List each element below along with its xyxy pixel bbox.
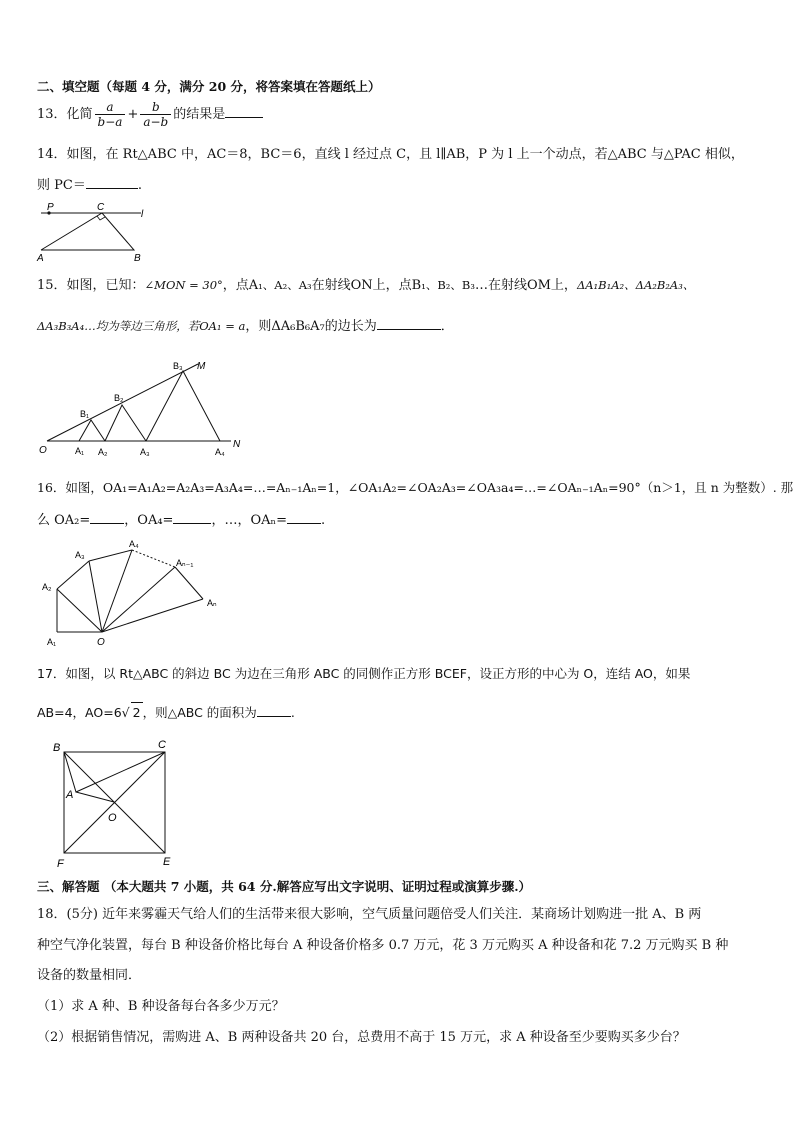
q17-line-2	[37, 702, 295, 723]
q17-sqrt-value: 2	[131, 702, 143, 723]
q13-answer-blank	[225, 103, 263, 118]
q18-sub-question-1: （1）求 A 种、B 种设备每台各多少万元？	[37, 999, 285, 1014]
q14-answer-blank	[86, 174, 138, 189]
q17-line-1: 17．如图，以 Rt△ABC 的斜边 BC 为边在三角形 ABC 的同侧作正方形 BCEF，设正方形的中心为 O，连结 AO，如果	[37, 666, 691, 681]
q15-label-n: N	[233, 439, 241, 450]
q16-label-o: O	[97, 637, 105, 648]
q13-plus: +	[127, 107, 139, 122]
q15-a-list: ₁、A₂、A₃	[258, 278, 312, 292]
q16-label-a2: A₂	[42, 582, 52, 592]
q14-label-c: C	[97, 202, 105, 213]
q17-text-a: AB=4，AO=6	[37, 705, 122, 720]
q15-text-b: ，点A	[222, 278, 259, 293]
q15-line-2	[37, 315, 454, 337]
q18-line-2: 种空气净化装置，每台 B 种设备价格比每台 A 种设备价格多 0.7 万元，花 3 万元购买 A 种设备和花 7.2 万元购买 B 种	[37, 938, 729, 953]
q15-text-c: 在射线ON上，点B	[311, 278, 422, 293]
q16-line-1: 16．如图，OA₁=A₁A₂=A₂A₃=A₃A₄=…=Aₙ₋₁Aₙ=1，∠OA₁A₂=∠OA₂A₃=∠OA₃a₄=…=∠OAₙ₋₁Aₙ=90°（n＞1，且 n 为整数）. 那	[37, 480, 794, 495]
q14-right-angle-mark	[97, 216, 105, 220]
q14-triangle	[41, 213, 134, 250]
q15-label-a4: A₄	[215, 447, 225, 457]
q15-label-b1: B₁	[80, 409, 90, 419]
q15-triangle-2	[105, 405, 146, 441]
q17-answer-blank	[257, 702, 291, 717]
q16-an1an	[175, 567, 203, 599]
q16-text-b: ，OA₄=	[124, 513, 174, 528]
q16-label-a3: A₃	[75, 550, 85, 560]
q17-label-o: O	[108, 812, 117, 824]
q15-label-a2: A₂	[98, 447, 108, 457]
q14-label-a: A	[37, 253, 44, 264]
q17-text-c: .	[290, 705, 295, 720]
q15-label-m: M	[197, 361, 206, 372]
q15-label-b3: B₃	[173, 361, 183, 371]
q16-dashed-segment	[132, 550, 175, 567]
q18-sub-question-2: （2）根据销售情况，需购进 A、B 两种设备共 20 台，总费用不高于 15 万元，求 A 种设备至少要购买多少台？	[37, 1030, 686, 1045]
section-3-heading: 三、解答题 （本大题共 7 小题，共 64 分.解答应写出文字说明、证明过程或演算步骤.）	[37, 879, 532, 894]
q16-blank-oan	[287, 509, 321, 524]
q15-label-a3: A₃	[140, 447, 150, 457]
q16-text-d: .	[321, 513, 326, 528]
q14-prefix: 则 PC＝	[37, 178, 86, 193]
q15-text-d: …在射线OM上，	[474, 278, 577, 293]
q14-label-p: P	[47, 202, 54, 213]
q15-text-c2: ，则ΔA₆B₆A₇的边长为	[245, 319, 377, 334]
q14-line-2	[37, 174, 142, 196]
q16-text-c: ，…，OAₙ=	[211, 513, 288, 528]
q16-label-a4: A₄	[129, 539, 139, 549]
q14-suffix: .	[137, 178, 142, 193]
q14-line-1: 14．如图，在 Rt△ABC 中，AC＝8，BC＝6，直线 l 经过点 C，且 l∥AB，P 为 l 上一个动点，若△ABC 与△PAC 相似，	[37, 147, 744, 162]
q18-line-1: 18．(5分) 近年来雾霾天气给人们的生活带来很大影响，空气质量问题倍受人们关注．某商场计划购进一批 A、B 两	[37, 907, 702, 922]
q16-label-an1: Aₙ₋₁	[176, 558, 194, 568]
q16-figure	[35, 535, 235, 650]
q15-label-b2: B₂	[114, 393, 124, 403]
q15-prefix: 15．如图，已知：	[37, 278, 145, 293]
q15-label-a1: A₁	[75, 446, 85, 456]
q14-label-l: l	[141, 209, 144, 220]
q17-sqrt-sign: √	[121, 705, 130, 720]
q17-label-c: C	[158, 739, 166, 751]
q16-a3a4	[89, 550, 132, 561]
q16-label-an: Aₙ	[207, 598, 217, 608]
q15-line-1	[37, 275, 694, 296]
q16-blank-oa4	[173, 509, 211, 524]
q18-line-3: 设备的数量相同．	[37, 968, 142, 983]
q16-label-a1: A₁	[47, 637, 57, 647]
q15-figure	[35, 355, 255, 460]
q17-label-b: B	[53, 742, 61, 754]
q16-a2a3	[57, 561, 89, 589]
q15-answer-blank	[377, 315, 441, 330]
q17-label-e: E	[163, 856, 171, 868]
q15-b-list: ₁、B₂、B₃	[421, 278, 475, 292]
q15-triangles: ΔA₁B₁A₂、ΔA₂B₂A₃、	[576, 278, 695, 292]
q15-triangles-2: ΔA₃B₃A₄…均为等边三角形，若	[37, 319, 200, 333]
q15-end: ．	[440, 319, 454, 334]
q13-fraction-2	[140, 100, 171, 129]
q16-oa4	[102, 550, 132, 632]
q13-fraction-1	[95, 100, 126, 129]
q15-oa1: OA₁ = a	[199, 319, 246, 333]
q15-angle: ∠MON = 30°	[144, 278, 223, 292]
section-2-heading: 二、填空题（每题 4 分，满分 20 分，将答案填在答题纸上）	[37, 79, 381, 94]
q13-frac1-denominator: b−a	[97, 115, 123, 129]
question-13	[37, 100, 263, 129]
q13-number: 13．化简	[37, 107, 93, 122]
q13-frac1-numerator: a	[95, 100, 126, 115]
q17-text-b: ，则△ABC 的面积为	[142, 705, 257, 720]
q16-oan	[102, 599, 203, 632]
q15-label-o: O	[39, 445, 47, 456]
q14-label-b: B	[134, 253, 141, 264]
q16-line-2	[37, 509, 325, 531]
q17-triangle-abc	[64, 752, 165, 792]
q13-suffix: 的结果是	[173, 107, 226, 122]
q15-triangle-3	[146, 371, 220, 441]
q16-blank-oa2	[90, 509, 124, 524]
q13-frac2-numerator: b	[140, 100, 171, 115]
q13-frac2-denominator: a−b	[143, 115, 169, 129]
q17-label-f: F	[57, 858, 64, 870]
q14-figure	[35, 200, 165, 265]
q17-figure	[45, 735, 185, 870]
q16-text-a: 么 OA₂=	[37, 513, 91, 528]
q16-oan1	[102, 567, 175, 632]
q17-label-a: A	[66, 789, 74, 801]
